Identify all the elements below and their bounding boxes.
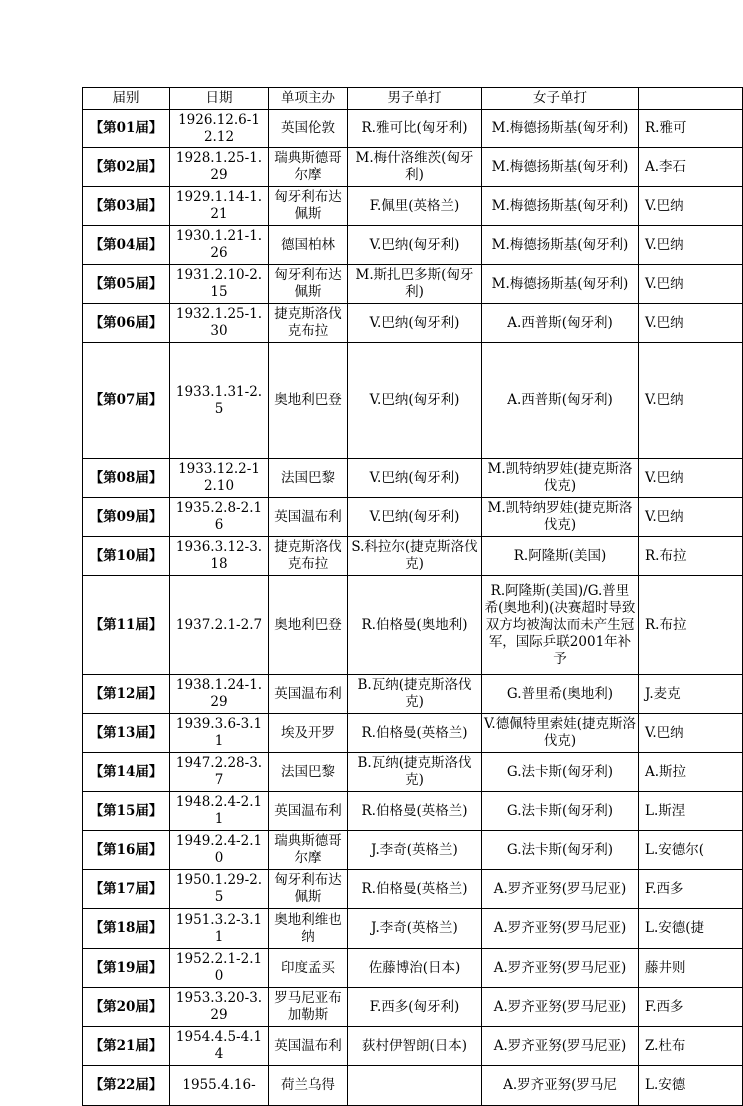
next-col-cell: V.巴纳 (639, 498, 743, 537)
table-row (83, 187, 743, 226)
next-col-cell: J.麦克 (639, 675, 743, 714)
next-col-cell: A.李石 (639, 148, 743, 187)
women-singles-cell: A.罗齐亚努(罗马尼亚) (482, 909, 639, 949)
table-row (83, 831, 743, 870)
host-cell: 瑞典斯德哥尔摩 (269, 148, 348, 187)
table-row (83, 753, 743, 792)
next-col-cell: L.斯涅 (639, 792, 743, 831)
date-cell: 1952.2.1-2.10 (170, 949, 269, 988)
men-singles-cell: F.佩里(英格兰) (348, 187, 482, 226)
host-cell: 英国温布利 (269, 675, 348, 714)
session-cell: 【第05届】 (83, 265, 170, 304)
next-col-cell: V.巴纳 (639, 187, 743, 226)
date-cell: 1955.4.16- (170, 1066, 269, 1106)
header-women-singles: 女子单打 (482, 88, 639, 110)
men-singles-cell: M.斯扎巴多斯(匈牙利) (348, 265, 482, 304)
header-date: 日期 (170, 88, 269, 110)
men-singles-cell: R.伯格曼(英格兰) (348, 714, 482, 753)
date-cell: 1930.1.21-1.26 (170, 226, 269, 265)
women-singles-cell: A.罗齐亚努(罗马尼亚) (482, 1027, 639, 1066)
host-cell: 印度孟买 (269, 949, 348, 988)
header-next (639, 88, 743, 110)
next-col-cell: V.巴纳 (639, 459, 743, 498)
table-row (83, 792, 743, 831)
host-cell: 匈牙利布达佩斯 (269, 870, 348, 909)
session-cell: 【第08届】 (83, 459, 170, 498)
women-singles-cell: M.梅德扬斯基(匈牙利) (482, 187, 639, 226)
header-host: 单项主办 (269, 88, 348, 110)
women-singles-cell: A.西普斯(匈牙利) (482, 304, 639, 343)
men-singles-cell: 佐藤博治(日本) (348, 949, 482, 988)
header-session: 届别 (83, 88, 170, 110)
date-cell: 1936.3.12-3.18 (170, 537, 269, 576)
date-cell: 1937.2.1-2.7 (170, 576, 269, 675)
men-singles-cell: B.瓦纳(捷克斯洛伐克) (348, 753, 482, 792)
next-col-cell: F.西多 (639, 988, 743, 1027)
men-singles-cell: 荻村伊智朗(日本) (348, 1027, 482, 1066)
session-cell: 【第02届】 (83, 148, 170, 187)
men-singles-cell: R.雅可比(匈牙利) (348, 110, 482, 148)
next-col-cell: V.巴纳 (639, 714, 743, 753)
men-singles-cell: V.巴纳(匈牙利) (348, 304, 482, 343)
session-cell: 【第22届】 (83, 1066, 170, 1106)
next-col-cell: Z.杜布 (639, 1027, 743, 1066)
women-singles-cell: M.梅德扬斯基(匈牙利) (482, 110, 639, 148)
next-col-cell: V.巴纳 (639, 265, 743, 304)
men-singles-cell: J.李奇(英格兰) (348, 831, 482, 870)
table-row (83, 949, 743, 988)
next-col-cell: F.西多 (639, 870, 743, 909)
table-body (83, 110, 743, 1106)
host-cell: 埃及开罗 (269, 714, 348, 753)
women-singles-cell: A.西普斯(匈牙利) (482, 343, 639, 459)
women-singles-cell: G.普里希(奥地利) (482, 675, 639, 714)
next-col-cell: V.巴纳 (639, 304, 743, 343)
date-cell: 1935.2.8-2.16 (170, 498, 269, 537)
session-cell: 【第09届】 (83, 498, 170, 537)
men-singles-cell: R.伯格曼(奥地利) (348, 576, 482, 675)
table-row (83, 265, 743, 304)
women-singles-cell: M.凯特纳罗娃(捷克斯洛伐克) (482, 498, 639, 537)
table-row (83, 1027, 743, 1066)
men-singles-cell: R.伯格曼(英格兰) (348, 870, 482, 909)
header-row (83, 88, 743, 110)
table-row (83, 988, 743, 1027)
women-singles-cell: M.凯特纳罗娃(捷克斯洛伐克) (482, 459, 639, 498)
session-cell: 【第07届】 (83, 343, 170, 459)
table-row (83, 148, 743, 187)
session-cell: 【第21届】 (83, 1027, 170, 1066)
women-singles-cell: A.罗齐亚努(罗马尼亚) (482, 988, 639, 1027)
host-cell: 捷克斯洛伐克布拉 (269, 304, 348, 343)
session-cell: 【第19届】 (83, 949, 170, 988)
session-cell: 【第10届】 (83, 537, 170, 576)
session-cell: 【第04届】 (83, 226, 170, 265)
date-cell: 1948.2.4-2.11 (170, 792, 269, 831)
men-singles-cell (348, 1066, 482, 1106)
women-singles-cell: G.法卡斯(匈牙利) (482, 792, 639, 831)
host-cell: 奥地利维也纳 (269, 909, 348, 949)
session-cell: 【第20届】 (83, 988, 170, 1027)
next-col-cell: V.巴纳 (639, 226, 743, 265)
session-cell: 【第17届】 (83, 870, 170, 909)
date-cell: 1950.1.29-2.5 (170, 870, 269, 909)
men-singles-cell: V.巴纳(匈牙利) (348, 343, 482, 459)
next-col-cell: V.巴纳 (639, 343, 743, 459)
women-singles-cell: A.罗齐亚努(罗马尼 (482, 1066, 639, 1106)
host-cell: 德国柏林 (269, 226, 348, 265)
table-row (83, 576, 743, 675)
host-cell: 英国温布利 (269, 792, 348, 831)
session-cell: 【第13届】 (83, 714, 170, 753)
date-cell: 1951.3.2-3.11 (170, 909, 269, 949)
table-row (83, 909, 743, 949)
results-table (82, 87, 743, 1106)
next-col-cell: R.雅可 (639, 110, 743, 148)
date-cell: 1929.1.14-1.21 (170, 187, 269, 226)
session-cell: 【第18届】 (83, 909, 170, 949)
host-cell: 英国温布利 (269, 1027, 348, 1066)
women-singles-cell: M.梅德扬斯基(匈牙利) (482, 148, 639, 187)
women-singles-cell: A.罗齐亚努(罗马尼亚) (482, 870, 639, 909)
men-singles-cell: B.瓦纳(捷克斯洛伐克) (348, 675, 482, 714)
date-cell: 1939.3.6-3.11 (170, 714, 269, 753)
date-cell: 1949.2.4-2.10 (170, 831, 269, 870)
men-singles-cell: R.伯格曼(英格兰) (348, 792, 482, 831)
women-singles-cell: M.梅德扬斯基(匈牙利) (482, 226, 639, 265)
next-col-cell: L.安德(捷 (639, 909, 743, 949)
date-cell: 1928.1.25-1.29 (170, 148, 269, 187)
host-cell: 匈牙利布达佩斯 (269, 265, 348, 304)
women-singles-cell: G.法卡斯(匈牙利) (482, 831, 639, 870)
host-cell: 捷克斯洛伐克布拉 (269, 537, 348, 576)
host-cell: 英国温布利 (269, 498, 348, 537)
table-row (83, 675, 743, 714)
table-row (83, 498, 743, 537)
next-col-cell: L.安德 (639, 1066, 743, 1106)
session-cell: 【第14届】 (83, 753, 170, 792)
date-cell: 1933.1.31-2.5 (170, 343, 269, 459)
women-singles-cell: V.德佩特里索娃(捷克斯洛伐克) (482, 714, 639, 753)
date-cell: 1932.1.25-1.30 (170, 304, 269, 343)
women-singles-cell: A.罗齐亚努(罗马尼亚) (482, 949, 639, 988)
table-row (83, 459, 743, 498)
men-singles-cell: V.巴纳(匈牙利) (348, 498, 482, 537)
host-cell: 匈牙利布达佩斯 (269, 187, 348, 226)
session-cell: 【第15届】 (83, 792, 170, 831)
table-row (83, 304, 743, 343)
host-cell: 奥地利巴登 (269, 576, 348, 675)
next-col-cell: R.布拉 (639, 576, 743, 675)
host-cell: 法国巴黎 (269, 753, 348, 792)
date-cell: 1926.12.6-12.12 (170, 110, 269, 148)
men-singles-cell: J.李奇(英格兰) (348, 909, 482, 949)
men-singles-cell: V.巴纳(匈牙利) (348, 459, 482, 498)
session-cell: 【第01届】 (83, 110, 170, 148)
session-cell: 【第16届】 (83, 831, 170, 870)
next-col-cell: R.布拉 (639, 537, 743, 576)
host-cell: 罗马尼亚布加勒斯 (269, 988, 348, 1027)
table-row (83, 537, 743, 576)
women-singles-cell: R.阿隆斯(美国) (482, 537, 639, 576)
date-cell: 1947.2.28-3.7 (170, 753, 269, 792)
host-cell: 奥地利巴登 (269, 343, 348, 459)
host-cell: 英国伦敦 (269, 110, 348, 148)
table-row (83, 226, 743, 265)
session-cell: 【第03届】 (83, 187, 170, 226)
session-cell: 【第06届】 (83, 304, 170, 343)
date-cell: 1953.3.20-3.29 (170, 988, 269, 1027)
table-row (83, 870, 743, 909)
host-cell: 法国巴黎 (269, 459, 348, 498)
date-cell: 1938.1.24-1.29 (170, 675, 269, 714)
session-cell: 【第11届】 (83, 576, 170, 675)
host-cell: 荷兰乌得 (269, 1066, 348, 1106)
table-row (83, 1066, 743, 1106)
women-singles-cell: M.梅德扬斯基(匈牙利) (482, 265, 639, 304)
next-col-cell: L.安德尔( (639, 831, 743, 870)
table-row (83, 714, 743, 753)
men-singles-cell: M.梅什洛维茨(匈牙利) (348, 148, 482, 187)
date-cell: 1933.12.2-12.10 (170, 459, 269, 498)
host-cell: 瑞典斯德哥尔摩 (269, 831, 348, 870)
men-singles-cell: V.巴纳(匈牙利) (348, 226, 482, 265)
table-row (83, 110, 743, 148)
date-cell: 1954.4.5-4.14 (170, 1027, 269, 1066)
header-men-singles: 男子单打 (348, 88, 482, 110)
next-col-cell: A.斯拉 (639, 753, 743, 792)
women-singles-cell: G.法卡斯(匈牙利) (482, 753, 639, 792)
women-singles-cell: R.阿隆斯(美国)/G.普里希(奥地利)(决赛超时导致双方均被淘汰而未产生冠军，国际乒联2001年补予 (482, 576, 639, 675)
next-col-cell: 藤井则 (639, 949, 743, 988)
session-cell: 【第12届】 (83, 675, 170, 714)
date-cell: 1931.2.10-2.15 (170, 265, 269, 304)
men-singles-cell: F.西多(匈牙利) (348, 988, 482, 1027)
table-row (83, 343, 743, 459)
men-singles-cell: S.科拉尔(捷克斯洛伐克) (348, 537, 482, 576)
